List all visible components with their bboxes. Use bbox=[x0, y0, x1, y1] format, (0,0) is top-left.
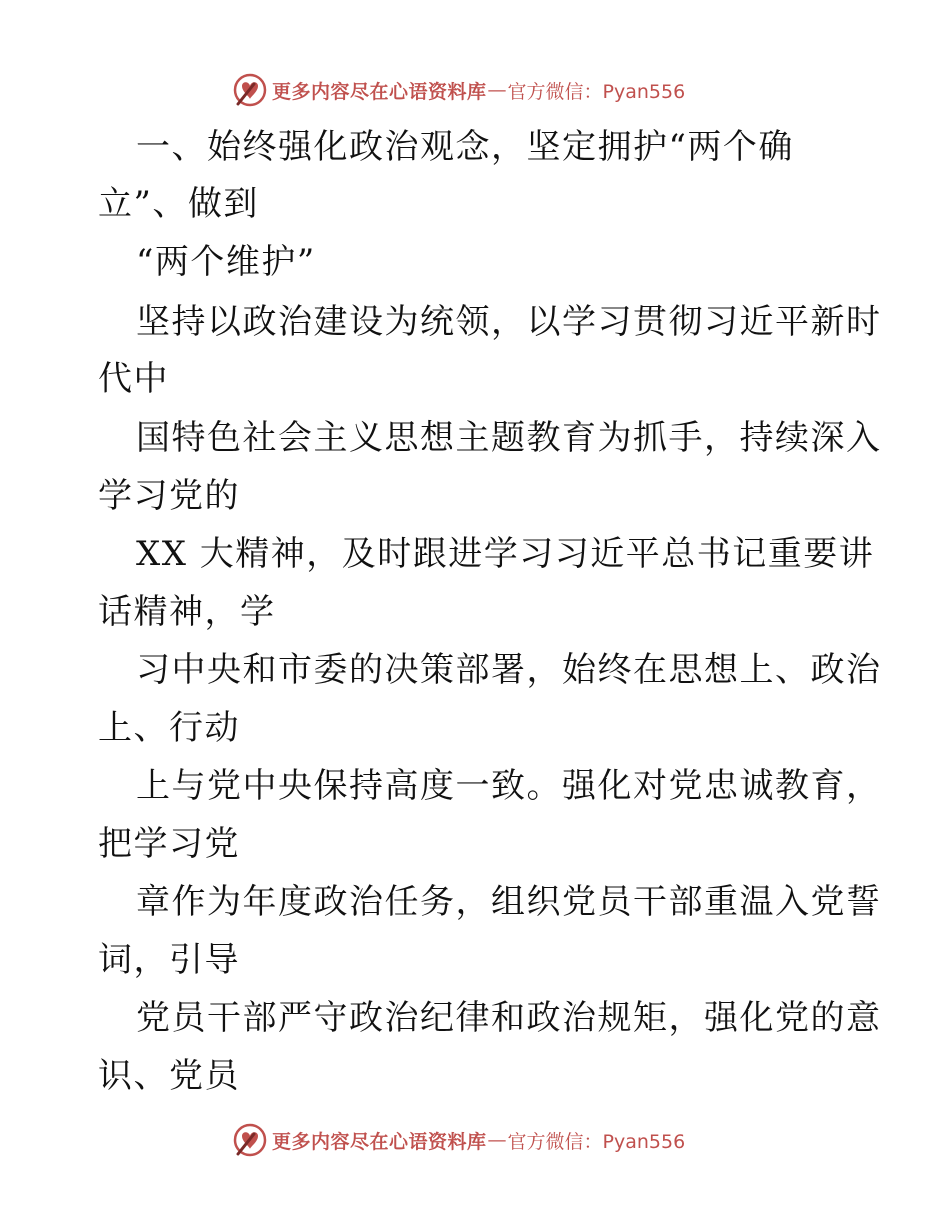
line-6: 国特色社会主义思想主题教育为抓手，持续深入 bbox=[136, 418, 882, 458]
line-11: 上、行动 bbox=[98, 708, 240, 748]
line-15: 词，引导 bbox=[98, 940, 240, 980]
heart-pen-logo-icon bbox=[232, 72, 268, 108]
watermark-text: 更多内容尽在心语资料库 bbox=[272, 80, 487, 103]
line-10: 习中央和市委的决策部署，始终在思想上、政治 bbox=[136, 650, 882, 690]
watermark-separator: — bbox=[487, 1129, 507, 1151]
line-4: 坚持以政治建设为统领，以学习贯彻习近平新时 bbox=[136, 302, 882, 342]
line-14: 章作为年度政治任务，组织党员干部重温入党誓 bbox=[136, 882, 882, 922]
line-5: 代中 bbox=[98, 359, 169, 399]
watermark-wechat: 官方微信：Pyan556 bbox=[507, 1130, 686, 1153]
watermark-text: 更多内容尽在心语资料库 bbox=[272, 1130, 487, 1153]
header-watermark bbox=[232, 72, 712, 108]
footer-watermark bbox=[232, 1122, 712, 1158]
line-16: 党员干部严守政治纪律和政治规矩，强化党的意 bbox=[136, 998, 882, 1038]
line-8: XX 大精神，及时跟进学习习近平总书记重要讲 bbox=[136, 534, 875, 574]
line-2: 立”、做到 bbox=[98, 184, 259, 224]
heart-pen-logo-icon bbox=[232, 1122, 268, 1158]
line-12: 上与党中央保持高度一致。强化对党忠诚教育， bbox=[136, 766, 882, 806]
line-9: 话精神，学 bbox=[98, 592, 276, 632]
line-13: 把学习党 bbox=[98, 824, 240, 864]
line-1: 一、始终强化政治观念，坚定拥护“两个确 bbox=[136, 127, 794, 167]
line-17: 识、党员 bbox=[98, 1056, 240, 1096]
watermark-wechat: 官方微信：Pyan556 bbox=[507, 80, 686, 103]
watermark-separator: — bbox=[487, 79, 507, 101]
line-3: “两个维护” bbox=[136, 242, 316, 282]
line-7: 学习党的 bbox=[98, 476, 240, 516]
